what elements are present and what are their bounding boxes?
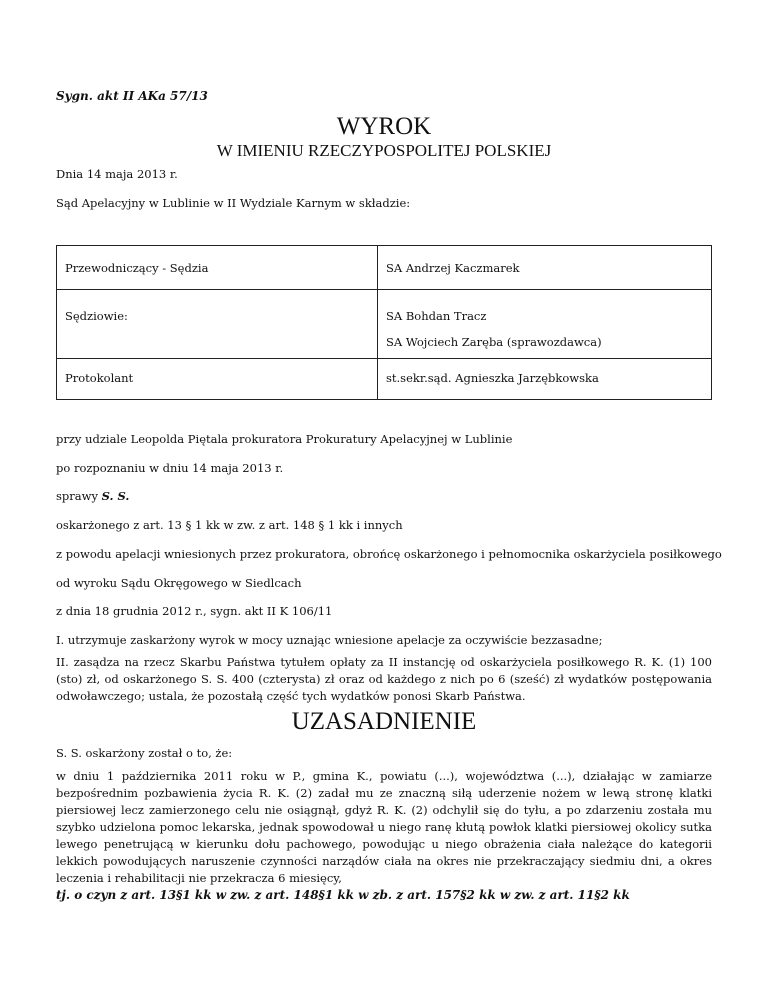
panel-name: SA Bohdan Tracz (386, 309, 487, 323)
lower-court-line: od wyroku Sądu Okręgowego w Siedlcach (56, 576, 302, 590)
ruling-point-2: II. zasądza na rzecz Skarbu Państwa tytułem opłaty za II instancję od oskarżyciela posiłkowego R. K. (1) 100 (sto) zł, od oskarżonego S. S. 400 (czterysta) zł oraz od każdego z nich po 6 (sześć) zł wydatków postępowania odwoławczego; ustala, że pozostałą część tych wydatków ponosi Skarb Państwa. (56, 655, 712, 703)
justification-intro: S. S. oskarżony został o to, że: (56, 746, 233, 760)
panel-name: SA Andrzej Kaczmarek (386, 261, 520, 275)
charge-line: oskarżonego z art. 13 § 1 kk w zw. z art. 148 § 1 kk i innych (56, 518, 403, 532)
panel-role: Sędziowie: (65, 309, 128, 323)
panel-name: st.sekr.sąd. Agnieszka Jarzębkowska (386, 371, 599, 385)
court-composition-intro: Sąd Apelacyjny w Lublinie w II Wydziale Karnym w składzie: (56, 196, 411, 210)
panel-row-clerk (57, 359, 712, 400)
panel-row-chair (57, 246, 712, 290)
appeal-line: z powodu apelacji wniesionych przez prokuratora, obrońcę oskarżonego i pełnomocnika oskarżyciela posiłkowego (56, 547, 722, 561)
justification-facts: w dniu 1 października 2011 roku w P., gmina K., powiatu (...), województwa (...), działając w zamiarze bezpośrednim pozbawienia życia R. K. (2) zadał mu ze znaczną siłą uderzenie nożem w lewą stronę klatki piersiowej lecz zamierzonego celu nie osiągnął, gdyż R. K. (2) odchylił się do tyłu, a po zdarzeniu została mu szybko udzielona pomoc lekarska, jednak spowodował u niego ranę kłutą powłok klatki piersiowej okolicy sutka lewego penetrującą w kierunku dołu pachowego, powodując u niego obrażenia ciała należące do kategorii lekkich powodujących naruszenie czynności narządów ciała na okres nie przekraczający siedmiu dni, a okres leczenia i rehabilitacji nie przekracza 6 miesięcy, (56, 769, 712, 885)
prosecutor-line: przy udziale Leopolda Piętala prokuratora Prokuratury Apelacyjnej w Lublinie (56, 432, 513, 446)
ruling-point-1: I. utrzymuje zaskarżony wyrok w mocy uznając wniesione apelacje za oczywiście bezzasadne; (56, 633, 603, 647)
case-prefix: sprawy (56, 489, 102, 503)
case-line (56, 489, 129, 503)
lower-judgment-date: z dnia 18 grudnia 2012 r., sygn. akt II K 106/11 (56, 604, 333, 618)
judgment-date: Dnia 14 maja 2013 r. (56, 167, 178, 181)
court-panel-table (56, 245, 712, 400)
panel-row-judges (57, 290, 712, 359)
considered-line: po rozpoznaniu w dniu 14 maja 2013 r. (56, 461, 284, 475)
panel-name: SA Wojciech Zaręba (sprawozdawca) (386, 335, 602, 349)
panel-role: Przewodniczący - Sędzia (65, 261, 209, 275)
justification-title: UZASADNIENIE (291, 708, 477, 735)
case-signature: Sygn. akt II AKa 57/13 (56, 89, 208, 103)
panel-role: Protokolant (65, 371, 134, 385)
defendant-name: S. S. (101, 489, 130, 503)
legal-qualification: tj. o czyn z art. 13§1 kk w zw. z art. 148§1 kk w zb. z art. 157§2 kk w zw. z art. 11§2 kk (56, 888, 630, 902)
document-title: WYROK (336, 113, 432, 140)
document-subtitle: W IMIENIU RZECZYPOSPOLITEJ POLSKIEJ (216, 141, 552, 160)
